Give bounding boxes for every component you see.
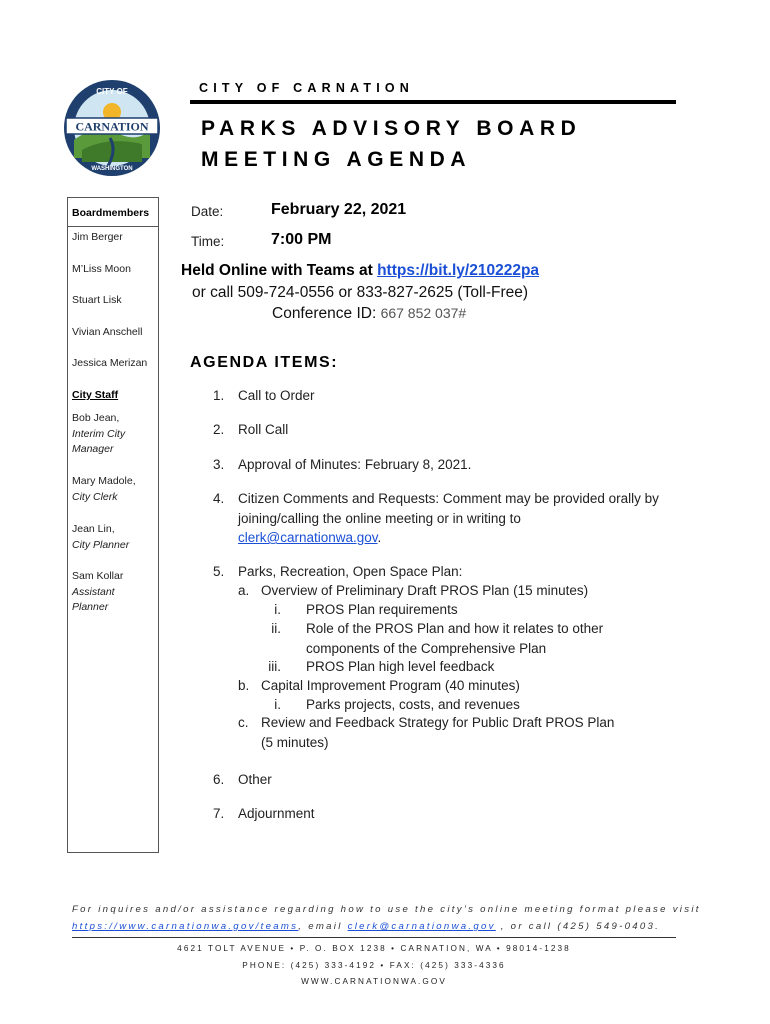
date-value: February 22, 2021 xyxy=(271,201,407,218)
online-meeting-line xyxy=(181,262,539,280)
roman-item-number: i. xyxy=(274,697,281,712)
agenda-item-number: 6. xyxy=(213,772,225,787)
footer-phone: , or call (425) 549-0403. xyxy=(495,921,661,932)
staff-name: Jean Lin, xyxy=(72,523,115,535)
email-suffix: . xyxy=(377,530,382,545)
staff-name: Mary Madole, xyxy=(72,475,136,487)
roman-item-text: PROS Plan high level feedback xyxy=(306,659,495,674)
footer-note xyxy=(72,901,712,935)
logo-name: CARNATION xyxy=(75,119,149,134)
agenda-item-number: 7. xyxy=(213,806,225,821)
footer-divider xyxy=(72,937,676,938)
agenda-item-text xyxy=(238,489,678,548)
staff-role: Interim City xyxy=(72,427,126,440)
boardmember-item: Jim Berger xyxy=(72,231,123,243)
agenda-item-text: Approval of Minutes: February 8, 2021. xyxy=(238,457,472,472)
address-line: 4621 TOLT AVENUE • P. O. BOX 1238 • CARNATION, WA • 98014-1238 xyxy=(177,944,571,953)
roman-item-line: Role of the PROS Plan and how it relates to other xyxy=(306,621,604,636)
logo-bottom-text: WASHINGTON xyxy=(91,166,133,172)
teams-link[interactable]: https://bit.ly/210222pa xyxy=(377,262,540,279)
roman-item-line: components of the Comprehensive Plan xyxy=(306,640,547,656)
conference-id: 667 852 037# xyxy=(380,305,467,321)
staff-item xyxy=(72,474,136,505)
roman-item-text xyxy=(306,619,656,658)
footer-email-prefix: , email xyxy=(298,921,348,932)
boardmembers-heading: Boardmembers xyxy=(72,207,150,219)
title-line-2: MEETING AGENDA xyxy=(201,148,472,171)
header-divider xyxy=(190,100,676,104)
phone-fax-line: PHONE: (425) 333-4192 • FAX: (425) 333-4336 xyxy=(242,961,506,970)
page-title xyxy=(201,113,581,175)
clerk-email-link[interactable]: clerk@carnationwa.gov xyxy=(238,530,378,545)
roman-item-number: ii. xyxy=(271,621,281,636)
footer-email-link[interactable]: clerk@carnationwa.gov xyxy=(347,921,496,932)
date-label: Date: xyxy=(191,204,224,219)
sub-item-letter: a. xyxy=(238,583,250,598)
staff-item xyxy=(72,522,129,553)
time-value: 7:00 PM xyxy=(271,231,332,248)
sub-item-text: Capital Improvement Program (40 minutes) xyxy=(261,678,520,693)
agenda-item-text: Call to Order xyxy=(238,388,315,403)
staff-name: Bob Jean, xyxy=(72,412,120,424)
sub-item-letter: c. xyxy=(238,715,249,730)
boardmember-item: Vivian Anschell xyxy=(72,326,143,338)
agenda-item-line xyxy=(238,528,678,548)
agenda-item-number: 2. xyxy=(213,422,225,437)
boardmember-item: Jessica Merizan xyxy=(72,357,148,369)
staff-role: Planner xyxy=(72,601,109,613)
staff-name: Sam Kollar xyxy=(72,570,124,582)
title-line-1: PARKS ADVISORY BOARD xyxy=(201,117,582,140)
sidebar-divider xyxy=(67,226,159,227)
sub-item-line: (5 minutes) xyxy=(261,734,329,750)
staff-role: Manager xyxy=(72,443,114,455)
agenda-item-text: Other xyxy=(238,772,272,787)
conference-id-line xyxy=(272,305,466,323)
staff-role: City Planner xyxy=(72,538,130,551)
sub-item-text xyxy=(261,713,681,752)
agenda-item-text: Roll Call xyxy=(238,422,289,437)
agenda-item-number: 4. xyxy=(213,491,225,506)
city-logo xyxy=(62,78,162,178)
staff-heading: City Staff xyxy=(72,389,119,401)
sub-item-letter: b. xyxy=(238,678,250,693)
website-line: WWW.CARNATIONWA.GOV xyxy=(301,977,447,986)
agenda-heading: AGENDA ITEMS: xyxy=(190,354,339,371)
staff-item xyxy=(72,411,125,458)
agenda-item-line: joining/calling the online meeting or in writing to xyxy=(238,510,521,526)
agenda-item-number: 1. xyxy=(213,388,225,403)
roman-item-number: i. xyxy=(274,602,281,617)
agenda-item-text: Parks, Recreation, Open Space Plan: xyxy=(238,564,463,579)
logo-top-text: CITY OF xyxy=(96,87,128,96)
conference-id-label: Conference ID: xyxy=(272,305,381,322)
time-label: Time: xyxy=(191,234,225,249)
city-name: CITY OF CARNATION xyxy=(199,81,415,95)
staff-role: City Clerk xyxy=(72,490,118,503)
sub-item-line: Review and Feedback Strategy for Public Draft PROS Plan xyxy=(261,715,615,730)
footer-note-line: For inquires and/or assistance regarding how to use the city’s online meeting format please visit xyxy=(72,904,701,915)
roman-item-text: PROS Plan requirements xyxy=(306,602,458,617)
teams-page-link[interactable]: https://www.carnationwa.gov/teams xyxy=(72,921,299,932)
agenda-item-text: Adjournment xyxy=(238,806,315,821)
agenda-item-number: 5. xyxy=(213,564,225,579)
staff-item xyxy=(72,569,123,616)
roman-item-text: Parks projects, costs, and revenues xyxy=(306,697,520,712)
boardmember-item: M’Liss Moon xyxy=(72,263,131,275)
online-prefix: Held Online with Teams at xyxy=(181,262,378,279)
roman-item-number: iii. xyxy=(268,659,281,674)
agenda-item-line: Citizen Comments and Requests: Comment may be provided orally by xyxy=(238,491,659,506)
footer-note-line xyxy=(72,918,712,935)
boardmember-item: Stuart Lisk xyxy=(72,294,122,306)
sub-item-text: Overview of Preliminary Draft PROS Plan (15 minutes) xyxy=(261,583,589,598)
staff-role: Assistant xyxy=(72,585,115,598)
city-seal-icon xyxy=(62,78,162,178)
agenda-item-number: 3. xyxy=(213,457,225,472)
call-line: or call 509-724-0556 or 833-827-2625 (Toll-Free) xyxy=(192,284,529,301)
